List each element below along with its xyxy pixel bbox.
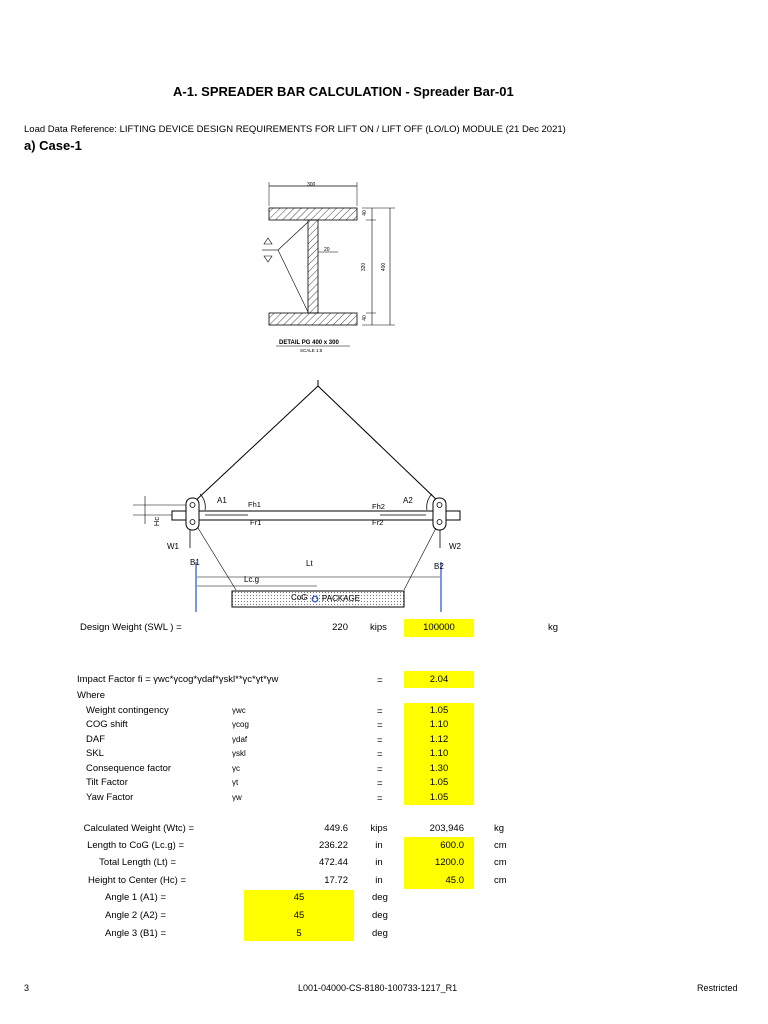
result-label: Total Length (Lt) = (99, 857, 176, 868)
result-unit-imperial: in (375, 875, 383, 886)
detail-scale: SCALE 1:5 (300, 348, 323, 353)
result-unit-metric: cm (494, 875, 507, 886)
result-unit-imperial: in (375, 840, 383, 851)
cog-label: CoG (291, 593, 308, 602)
fh1-label: Fh1 (248, 500, 261, 509)
factor-name: SKL (86, 748, 104, 759)
factor-value: 1.30 (429, 763, 449, 774)
dim-flange-top-label: 40 (361, 210, 368, 216)
classification-label: Restricted (697, 983, 738, 993)
angle-a1-label: A1 (217, 496, 227, 505)
factor-equals: = (377, 749, 383, 760)
dim-top-label: 300 (307, 182, 316, 188)
dim-inner-label: 320 (361, 262, 368, 272)
b1-label: B1 (190, 558, 200, 567)
factor-name: Weight contingency (86, 705, 169, 716)
angle-value: 5 (296, 928, 302, 939)
factor-value: 1.05 (429, 777, 449, 788)
lcg-label: Lc.g (244, 575, 260, 584)
design-weight-kg-unit: kg (548, 622, 559, 633)
factor-value: 1.12 (429, 734, 449, 745)
factor-symbol: γwc (232, 706, 246, 715)
document-number: L001-04000-CS-8180-100733-1217_R1 (298, 983, 458, 993)
factor-symbol: γc (232, 764, 240, 773)
case-heading: a) Case-1 (24, 138, 82, 153)
factor-equals: = (377, 735, 383, 746)
factor-value: 1.10 (429, 719, 449, 730)
factor-symbol: γdaf (232, 735, 248, 744)
factor-value: 1.05 (429, 705, 449, 716)
factor-value: 1.05 (429, 792, 449, 803)
angle-label: Angle 1 (A1) = (105, 892, 166, 903)
w1-label: W1 (167, 542, 179, 551)
load-data-reference: Load Data Reference: LIFTING DEVICE DESIGN REQUIREMENTS FOR LIFT ON / LIFT OFF (LO/LO) MODULE (21 Dec 2021) (24, 124, 566, 135)
result-unit-imperial: in (375, 857, 383, 868)
angle-unit: deg (372, 910, 388, 921)
fh2-label: Fh2 (372, 502, 385, 511)
angle-value: 45 (293, 892, 305, 903)
result-value-imperial: 472.44 (318, 857, 348, 868)
result-label: Calculated Weight (Wtc) = (83, 823, 194, 834)
design-weight-label: Design Weight (SWL ) = (80, 622, 182, 633)
angle-value: 45 (293, 910, 305, 921)
package-label: PACKAGE (322, 594, 361, 603)
result-unit-metric: cm (494, 857, 507, 868)
result-value-metric: 1200.0 (434, 857, 464, 868)
factor-symbol: γw (232, 793, 242, 802)
factor-value: 1.10 (429, 748, 449, 759)
factor-name: Yaw Factor (86, 792, 134, 803)
impact-factor-label: Impact Factor fi = γwc*γcog*γdaf*γskl**γc*γt*γw (77, 674, 279, 685)
result-value-metric: 45.0 (445, 875, 464, 886)
detail-caption: DETAIL PG 400 x 300 (279, 340, 339, 346)
result-value-metric: 600.0 (440, 840, 464, 851)
w2-label: W2 (449, 542, 461, 551)
angle-label: Angle 2 (A2) = (105, 910, 166, 921)
where-label: Where (77, 690, 105, 701)
hc-label: Hc (152, 516, 162, 527)
dim-flange-bot-label: 40 (361, 315, 368, 321)
result-unit-metric: cm (494, 840, 507, 851)
result-unit-imperial: kips (370, 823, 388, 834)
factor-equals: = (377, 706, 383, 717)
factor-name: DAF (86, 734, 105, 745)
factor-name: COG shift (86, 719, 128, 730)
dim-total-label: 400 (381, 262, 388, 272)
result-value-imperial: 449.6 (324, 823, 348, 834)
design-weight-kips-unit: kips (370, 622, 387, 633)
angle-a2-label: A2 (403, 496, 413, 505)
dim-web-label: 20 (324, 247, 330, 253)
lt-label: Lt (306, 559, 313, 568)
angle-label: Angle 3 (B1) = (105, 928, 166, 939)
fr2-label: Fr2 (372, 518, 384, 527)
page-title: A-1. SPREADER BAR CALCULATION - Spreader Bar-01 (173, 84, 514, 99)
factor-symbol: γt (232, 778, 239, 787)
result-value-imperial: 17.72 (324, 875, 348, 886)
factor-equals: = (377, 720, 383, 731)
factor-name: Tilt Factor (86, 777, 128, 788)
factor-name: Consequence factor (86, 763, 172, 774)
factor-equals: = (377, 778, 383, 789)
result-unit-metric: kg (494, 823, 505, 834)
angle-unit: deg (372, 928, 388, 939)
result-label: Height to Center (Hc) = (88, 875, 186, 886)
design-weight-kg-value: 100000 (423, 622, 455, 633)
factor-equals: = (377, 793, 383, 804)
result-label: Length to CoG (Lc.g) = (87, 840, 184, 851)
result-value-imperial: 236.22 (318, 840, 348, 851)
result-value-metric: 203,946 (429, 823, 464, 834)
page-number: 3 (24, 983, 30, 993)
design-weight-kips-value: 220 (332, 622, 348, 633)
b2-label: B2 (434, 562, 444, 571)
impact-factor-equals: = (377, 675, 383, 686)
factor-symbol: γcog (232, 720, 249, 729)
factor-equals: = (377, 764, 383, 775)
fr1-label: Fr1 (250, 518, 262, 527)
angle-unit: deg (372, 892, 388, 903)
impact-factor-value: 2.04 (429, 674, 449, 685)
factor-symbol: γskl (232, 749, 246, 758)
